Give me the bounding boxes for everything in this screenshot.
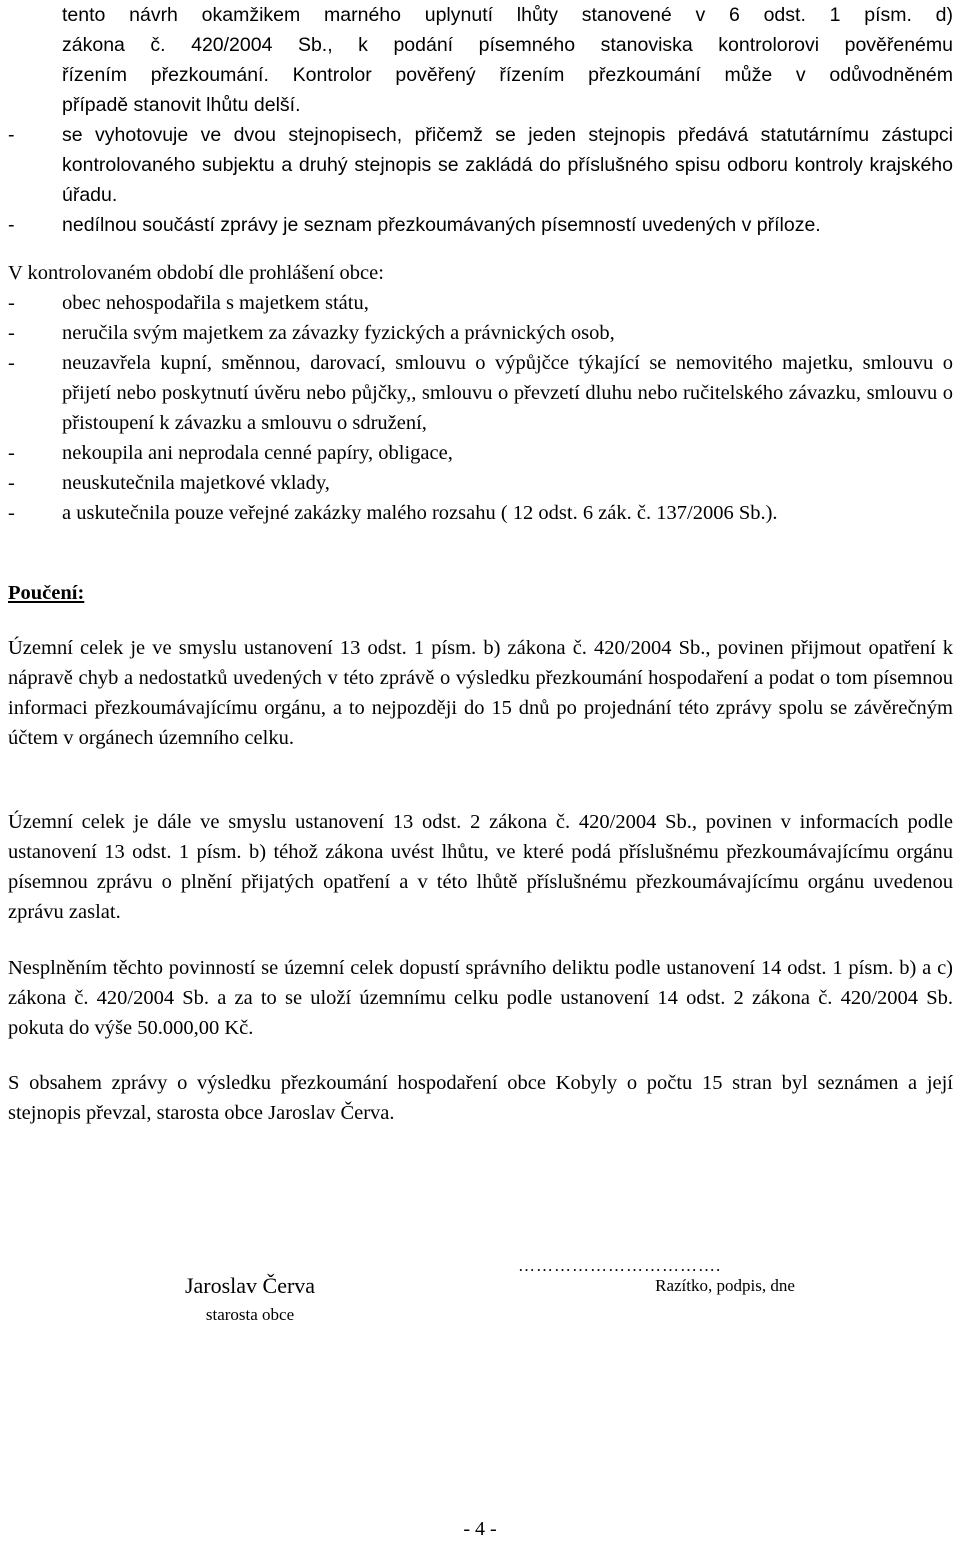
intro-continuation [8, 0, 953, 240]
list-item-text: obec nehospodařila s majetkem státu, [62, 292, 369, 314]
instruction-paragraph: Nesplněním těchto povinností se územní celek dopustí správního deliktu podle ustanovení 14 odst. 1 písm. b) a c) zákona č. 420/2004 Sb. a za to se uloží územnímu celku podle ustanovení 14 odst. 2 zákona č. 420/2004 Sb. pokuta do výše 50.000,00 Kč. [8, 957, 953, 1039]
declaration-section [8, 258, 953, 528]
instruction-paragraph: Územní celek je dále ve smyslu ustanovení 13 odst. 2 zákona č. 420/2004 Sb., povinen v informacích podle ustanovení 13 odst. 1 písm. b) téhož zákona uvést lhůtu, ve které podá příslušnému přezkoumávajícímu orgánu písemnou zprávu o plnění přijatých opatření a v této lhůtě příslušnému přezkoumávajícímu orgánu uvedenou zprávu zaslat. [8, 811, 953, 923]
list-item-text: neuskutečnila majetkové vklady, [62, 472, 330, 494]
text-line: zákona č. 420/2004 Sb., k podání písemného stanoviska kontrolorovi pověřenému [62, 34, 953, 56]
list-item-text: a uskutečnila pouze veřejné zakázky malého rozsahu ( 12 odst. 6 zák. č. 137/2006 Sb.). [62, 502, 778, 524]
list-dash: - [8, 472, 15, 494]
list-item [8, 348, 953, 438]
text-line: případě stanovit lhůtu delší. [62, 94, 301, 116]
text-line: tento návrh okamžikem marného uplynutí lhůty stanovené v 6 odst. 1 písm. d) [62, 4, 953, 26]
list-item [8, 120, 953, 210]
list-dash: - [8, 292, 15, 314]
list-item-text: neuzavřela kupní, směnnou, darovací, smlouvu o výpůjčce týkající se nemovitého majetku, smlouvu o přijetí nebo poskytnutí úvěru nebo půjčky,, smlouvu o převzetí dluhu nebo ručitelského závazku, smlouvu o přistoupení k závazku a smlouvu o sdružení, [62, 352, 953, 434]
instruction-paragraph: Územní celek je ve smyslu ustanovení 13 odst. 1 písm. b) zákona č. 420/2004 Sb., povinen přijmout opatření k nápravě chyb a nedostatků uvedených v této zprávě o výsledku přezkoumání hospodaření a podat o tom písemnou informaci přezkoumávajícímu orgánu, a to nejpozději do 15 dnů po projednání této zprávy spolu se závěrečným účtem v orgánech územního celku. [8, 637, 953, 749]
stamp-signature-label: Razítko, podpis, dne [655, 1276, 795, 1295]
list-item [8, 210, 953, 240]
text-line: řízením přezkoumání. Kontrolor pověřený řízením přezkoumání může v odůvodněném [62, 64, 953, 86]
list-item [8, 468, 953, 498]
instruction-heading: Poučení: [8, 582, 85, 604]
continued-list-item [8, 0, 953, 120]
list-item [8, 318, 953, 348]
list-dash: - [8, 322, 15, 344]
list-dash: - [8, 502, 15, 524]
signature-line: ……………………………. [518, 1256, 722, 1275]
list-item-text: neručila svým majetkem za závazky fyzických a právnických osob, [62, 322, 615, 344]
list-item [8, 498, 953, 528]
list-dash: - [8, 442, 15, 464]
declaration-lead: V kontrolovaném období dle prohlášení obce: [8, 262, 384, 284]
list-dash: - [8, 124, 15, 146]
signatory-role: starosta obce [205, 1305, 295, 1324]
list-item-text: nedílnou součástí zprávy je seznam přezkoumávaných písemností uvedených v příloze. [62, 214, 821, 236]
list-item [8, 438, 953, 468]
list-dash: - [8, 214, 15, 236]
list-item-text: nekoupila ani neprodala cenné papíry, obligace, [62, 442, 453, 464]
page-number: - 4 - [463, 1518, 497, 1540]
list-dash: - [8, 352, 15, 374]
list-item [8, 288, 953, 318]
acknowledgement-paragraph: S obsahem zprávy o výsledku přezkoumání hospodaření obce Kobyly o počtu 15 stran byl seznámen a její stejnopis převzal, starosta obce Jaroslav Červa. [8, 1072, 953, 1124]
signatory-name: Jaroslav Červa [184, 1273, 316, 1298]
list-item-text: se vyhotovuje ve dvou stejnopisech, přičemž se jeden stejnopis předává statutárnímu zástupci kontrolovaného subjektu a druhý stejnopis se zakládá do příslušného spisu odboru kontroly krajského úřadu. [62, 124, 953, 206]
